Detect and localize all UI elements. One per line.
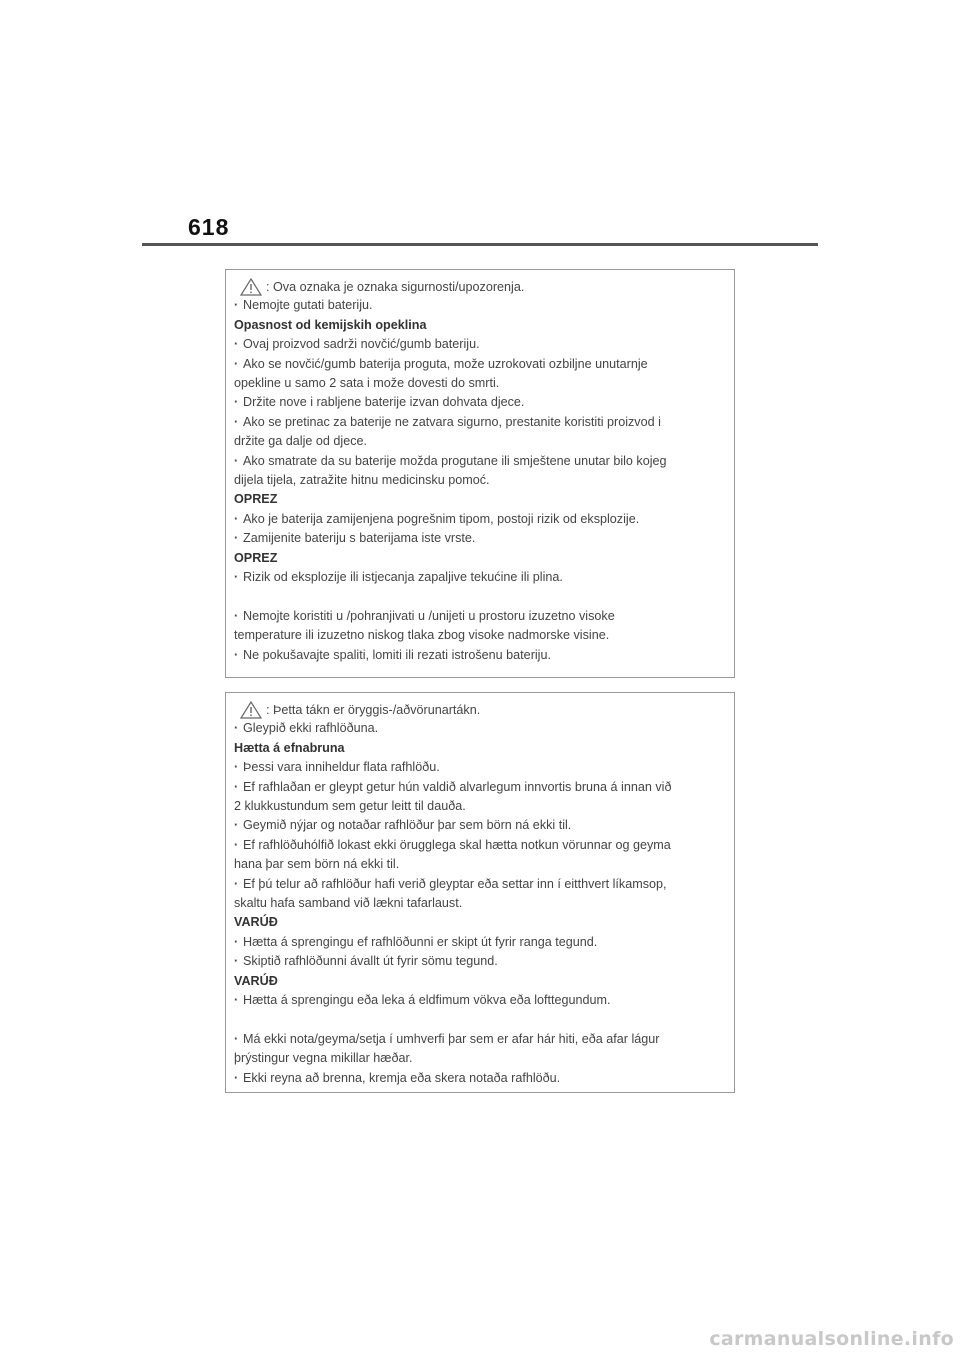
warning-triangle-icon <box>240 701 262 719</box>
continuation-line: držite ga dalje od djece. <box>234 434 368 449</box>
page-number: 618 <box>188 214 230 240</box>
bullet-item: · Hætta á sprengingu ef rafhlöðunni er skipt út fyrir ranga tegund. <box>234 933 726 952</box>
continuation-line: opekline u samo 2 sata i može dovesti do smrti. <box>234 376 500 391</box>
continuation-line: hana þar sem börn ná ekki til. <box>234 857 400 872</box>
continuation-line: þrýstingur vegna mikillar hæðar. <box>234 1051 413 1066</box>
bullet-item: · Ako smatrate da su baterije možda progutane ili smještene unutar bilo kojeg <box>234 452 726 471</box>
continuation-line: dijela tijela, zatražite hitnu medicinsku pomoć. <box>234 473 490 488</box>
bullet-item: · Skiptið rafhlöðunni ávallt út fyrir sömu tegund. <box>234 952 726 971</box>
bullet-item: · Hætta á sprengingu eða leka á eldfimum vökva eða lofttegundum. <box>234 991 726 1010</box>
section-heading: Opasnost od kemijskih opeklina <box>234 317 427 332</box>
blank-line <box>234 1010 726 1029</box>
bullet-item: · Nemojte gutati bateriju. <box>234 296 726 315</box>
section-heading: OPREZ <box>234 492 278 507</box>
symbol-legend-text: : Ova oznaka je oznaka sigurnosti/upozorenja. <box>266 279 525 294</box>
section-heading: Hætta á efnabruna <box>234 740 345 755</box>
watermark: carmanualsonline.info <box>709 1328 954 1350</box>
bullet-item: · Ekki reyna að brenna, kremja eða skera notaða rafhlöðu. <box>234 1069 726 1088</box>
warning-box-croatian <box>225 269 735 678</box>
blank-line <box>234 587 726 606</box>
warning-lines <box>234 719 726 1088</box>
bullet-item: · Zamijenite bateriju s baterijama iste vrste. <box>234 529 726 548</box>
section-heading: VARÚÐ <box>234 973 278 988</box>
bullet-item: · Ovaj proizvod sadrži novčić/gumb bateriju. <box>234 335 726 354</box>
section-heading: VARÚÐ <box>234 915 278 930</box>
bullet-item: · Ef rafhlöðuhólfið lokast ekki örugglega skal hætta notkun vörunnar og geyma <box>234 836 726 855</box>
bullet-item: · Ako se novčić/gumb baterija proguta, može uzrokovati ozbiljne unutarnje <box>234 355 726 374</box>
bullet-item: · Ako se pretinac za baterije ne zatvara sigurno, prestanite koristiti proizvod i <box>234 413 726 432</box>
bullet-item: · Držite nove i rabljene baterije izvan dohvata djece. <box>234 393 726 412</box>
symbol-legend-line <box>234 700 726 719</box>
bullet-item: · Ef þú telur að rafhlöður hafi verið gleyptar eða settar inn í eitthvert líkamsop, <box>234 875 726 894</box>
bullet-item: · Má ekki nota/geyma/setja í umhverfi þar sem er afar hár hiti, eða afar lágur <box>234 1030 726 1049</box>
warning-triangle-icon <box>240 278 262 296</box>
bullet-item: · Rizik od eksplozije ili istjecanja zapaljive tekućine ili plina. <box>234 568 726 587</box>
bullet-item: · Þessi vara inniheldur flata rafhlöðu. <box>234 758 726 777</box>
continuation-line: 2 klukkustundum sem getur leitt til dauða. <box>234 799 466 814</box>
bullet-item: · Nemojte koristiti u /pohranjivati u /unijeti u prostoru izuzetno visoke <box>234 607 726 626</box>
symbol-legend-text: : Þetta tákn er öryggis-/aðvörunartákn. <box>266 702 481 717</box>
bullet-item: · Ne pokušavajte spaliti, lomiti ili rezati istrošenu bateriju. <box>234 646 726 665</box>
bullet-item: · Ako je baterija zamijenjena pogrešnim tipom, postoji rizik od eksplozije. <box>234 510 726 529</box>
bullet-item: · Gleypið ekki rafhlöðuna. <box>234 719 726 738</box>
section-heading: OPREZ <box>234 550 278 565</box>
symbol-legend-line <box>234 277 726 296</box>
bullet-item: · Ef rafhlaðan er gleypt getur hún valdið alvarlegum innvortis bruna á innan við <box>234 778 726 797</box>
header-rule <box>142 243 818 246</box>
bullet-item: · Geymið nýjar og notaðar rafhlöður þar sem börn ná ekki til. <box>234 816 726 835</box>
continuation-line: skaltu hafa samband við lækni tafarlaust. <box>234 896 463 911</box>
warning-lines <box>234 296 726 665</box>
continuation-line: temperature ili izuzetno niskog tlaka zbog visoke nadmorske visine. <box>234 628 610 643</box>
warning-box-icelandic <box>225 692 735 1093</box>
